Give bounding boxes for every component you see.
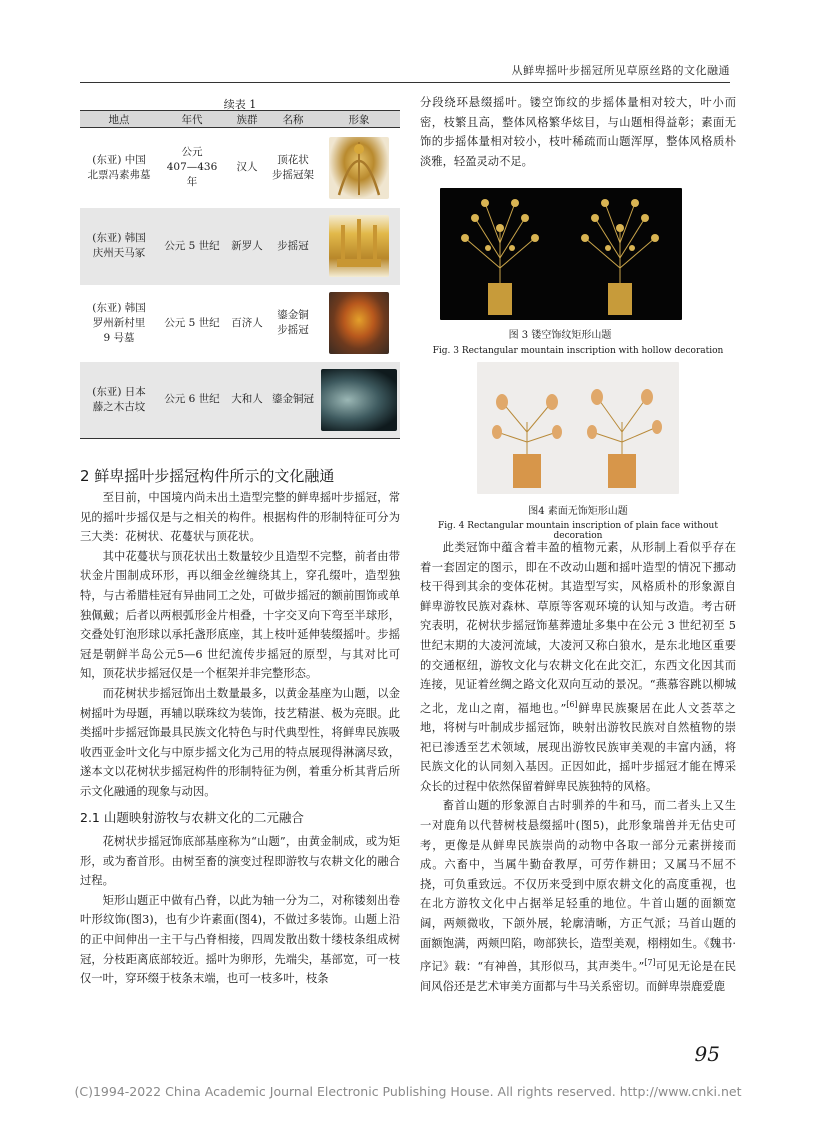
cell-name: 鎏金铜 步摇冠 xyxy=(277,309,309,336)
figure-4-caption: 图4 素面无饰矩形山题 xyxy=(528,506,628,517)
col-header-place: 地点 xyxy=(80,111,158,128)
cell-era: 公元 6 世纪 xyxy=(158,362,226,439)
cell-group: 汉人 xyxy=(236,161,258,174)
paragraph: 花树状步摇冠饰底部基座称为“山题”，由黄金制成，或为矩形，或为畜首形。由树至畜的演变过程即游牧与农耕文化的融合过程。 xyxy=(80,835,400,888)
figure-3-caption: 图 3 镂空饰纹矩形山题 xyxy=(508,330,612,341)
left-column-text xyxy=(80,488,400,802)
paragraph: 而花树状步摇冠饰出土数量最多，以黄金基座为山题，以金树摇叶为母题，再辅以联珠纹为装饰，技艺精湛、极为亮眼。此类摇叶步摇冠饰最具民族文化特色与时代典型性，将鲜卑民族吸收西亚金叶文化与中原步摇文化为己用的特点展现得淋漓尽致，遂本文以花树状步摇冠构件的形制特征为例，着重分析其背后所示文化融通的现象与动因。 xyxy=(80,686,400,798)
table-row xyxy=(80,208,400,285)
cell-name: 顶花状 步摇冠架 xyxy=(272,153,314,181)
paragraph: 矩形山题正中做有凸脊，以此为轴一分为二，对称镂刻出卷叶形纹饰(图3)，也有少许素面(图4)，不做过多装饰。山题上沿的正中间伸出一主干与凸脊相接，四周发散出数十缕枝条组成树冠，分枝距离底部较近。摇叶为卵形，先端尖，基部宽，可一枝仅一叶，穿环缀于枝条末端，也可一枝多叶，枝条 xyxy=(80,893,400,986)
copyright-footer: (C)1994-2022 China Academic Journal Electronic Publishing House. All rights reserved. http://www.cnki.net xyxy=(74,1084,742,1099)
col-header-group: 族群 xyxy=(226,111,268,128)
cell-place: (东亚) 韩国 罗州新村里 9 号墓 xyxy=(92,301,146,344)
cell-group: 百济人 xyxy=(231,316,263,329)
table-row xyxy=(80,128,400,208)
cell-group: 大和人 xyxy=(226,362,268,439)
cell-era: 公元 407—436 年 xyxy=(166,146,218,189)
figure-3-photo xyxy=(440,188,682,320)
figure-3-caption-en: Fig. 3 Rectangular mountain inscription with hollow decoration xyxy=(432,346,724,356)
cell-group: 新罗人 xyxy=(226,208,268,285)
figure-4-photo xyxy=(477,362,679,494)
figure-4-caption-en: Fig. 4 Rectangular mountain inscription of plain face without decoration xyxy=(438,521,718,541)
paragraph: 至目前，中国境内尚未出土造型完整的鲜卑摇叶步摇冠，常见的摇叶步摇仅是与之相关的构件。根据构件的形制特征可分为三大类：花树状、花蔓状与顶花状。 xyxy=(80,491,400,544)
paragraph xyxy=(420,538,736,796)
table-caption: 续表 1 xyxy=(223,98,257,111)
table-row xyxy=(80,362,400,439)
left-column-text-2 xyxy=(80,832,400,989)
cell-name: 鎏金铜冠 xyxy=(268,362,318,439)
gold-crown-photo xyxy=(329,215,389,277)
gilt-bronze-crown-photo xyxy=(329,292,389,354)
cell-place: (东亚) 中国 北票冯素弗墓 xyxy=(87,153,151,181)
col-header-name: 名称 xyxy=(268,111,318,128)
sites-table xyxy=(80,110,400,439)
subsection-heading: 2.1 山题映射游牧与农耕文化的二元融合 xyxy=(80,810,304,825)
paragraph-text: 可见无论是在民间风俗还是艺术审美方面都与牛马关系密切。而鲜卑崇鹿爱鹿 xyxy=(420,960,736,993)
citation: [6] xyxy=(566,699,578,709)
crown-frame-photo xyxy=(329,137,389,199)
paragraph-text: 此类冠饰中蕴含着丰盈的植物元素，从形制上看似乎存在着一套固定的图示，即在不改动山题和摇叶造型的情况下挪动枝干得到其余的变体花树。其造型写实，风格质朴的形象源自鲜卑游牧民族对森林、草原等客观环境的认知与改造。考古研究表明，花树状步摇冠饰墓葬遗址多集中在公元 3 世纪初至 5 世纪末期的大凌河流域，大凌河又称白狼水，是东北地区重要的交通枢纽，游牧文化与农耕文化在此交汇，东西文化因其而连接，见证着丝绸之路文化双向互动的景况。“燕慕容跳以柳城之北，龙山之南，福地也。” xyxy=(420,541,736,715)
right-column-text xyxy=(420,538,736,996)
paragraph: 分段绕环悬缀摇叶。镂空饰纹的步摇体量相对较大，叶小而密，枝繁且高，整体风格繁华炫目，与山题相得益彰；素面无饰的步摇体量相对较小，枝叶稀疏而山题浑厚，整体风格质朴淡雅，轻盈灵动不足。 xyxy=(420,96,736,168)
cell-name: 步摇冠 xyxy=(268,208,318,285)
cell-era: 公元 5 世纪 xyxy=(164,316,220,329)
table-row xyxy=(80,285,400,362)
cell-era: 公元 5 世纪 xyxy=(158,208,226,285)
citation: [7] xyxy=(644,958,656,968)
right-column-top-text xyxy=(420,93,736,171)
cell-place: (东亚) 日本 藤之木古坟 xyxy=(80,362,158,439)
section-heading: 2 鲜卑摇叶步摇冠构件所示的文化融通 xyxy=(80,467,335,485)
col-header-image: 形象 xyxy=(318,111,400,128)
running-header: 从鲜卑摇叶步摇冠所见草原丝路的文化融通 xyxy=(511,64,730,77)
page-number: 95 xyxy=(694,1042,720,1066)
header-rule xyxy=(80,82,730,83)
col-header-era: 年代 xyxy=(158,111,226,128)
paragraph xyxy=(420,796,736,996)
paragraph-text: 畜首山题的形象源自古时驯养的牛和马，而二者头上又生一对鹿角以代替树枝悬缀摇叶(图5)，此形象瑞兽并无估史可考，更像是从鲜卑民族崇尚的动物中各取一部分元素拼接而成。六畜中，当属牛勤奋教厚，可劳作耕田；又属马不屈不挠，可负重致远。不仅历来受到中原农耕文化的高度重视，也在北方游牧文化中占据举足轻重的地位。牛首山题的面额宽阔，两颊微收，下颌外展，轮廓清晰，方正气派；马首山题的面额饱满，两颊凹陷，吻部狭长，造型美观，栩栩如生。《魏书·序记》载：“有神兽，其形似马，其声类牛。” xyxy=(420,799,736,973)
paragraph: 其中花蔓状与顶花状出土数量较少且造型不完整，前者由带状金片围制成环形，再以细金丝缠绕其上，穿孔缀叶，造型独特，与古希腊桂冠有异曲同工之处，可做步摇冠的额前围饰或单独佩戴；后者以两根弧形金片相叠，十字交叉向下弯至半球形，交叠处钉泡形球以承托盏形底座，其上枝叶延伸装缀摇叶。步摇冠是朝鲜半岛公元5—6 世纪流传步摇冠的原型，与其对比可知，顶花状步摇冠仅是一个框架并非完整形态。 xyxy=(80,549,400,681)
cell-place: (东亚) 韩国 庆州天马冢 xyxy=(80,208,158,285)
fujinoki-crown-photo xyxy=(321,369,397,431)
paragraph-text: 鲜卑民族聚居在此人文荟萃之地，将树与叶制成步摇冠饰，映射出游牧民族对自然植物的崇祀已渗透至艺术领域，展现出游牧民族审美观的丰富内涵，将民族文化的认同刻入基因。正因如此，摇叶步摇冠才能在博采众长的过程中依然保留着鲜卑民族独特的风格。 xyxy=(420,701,736,793)
